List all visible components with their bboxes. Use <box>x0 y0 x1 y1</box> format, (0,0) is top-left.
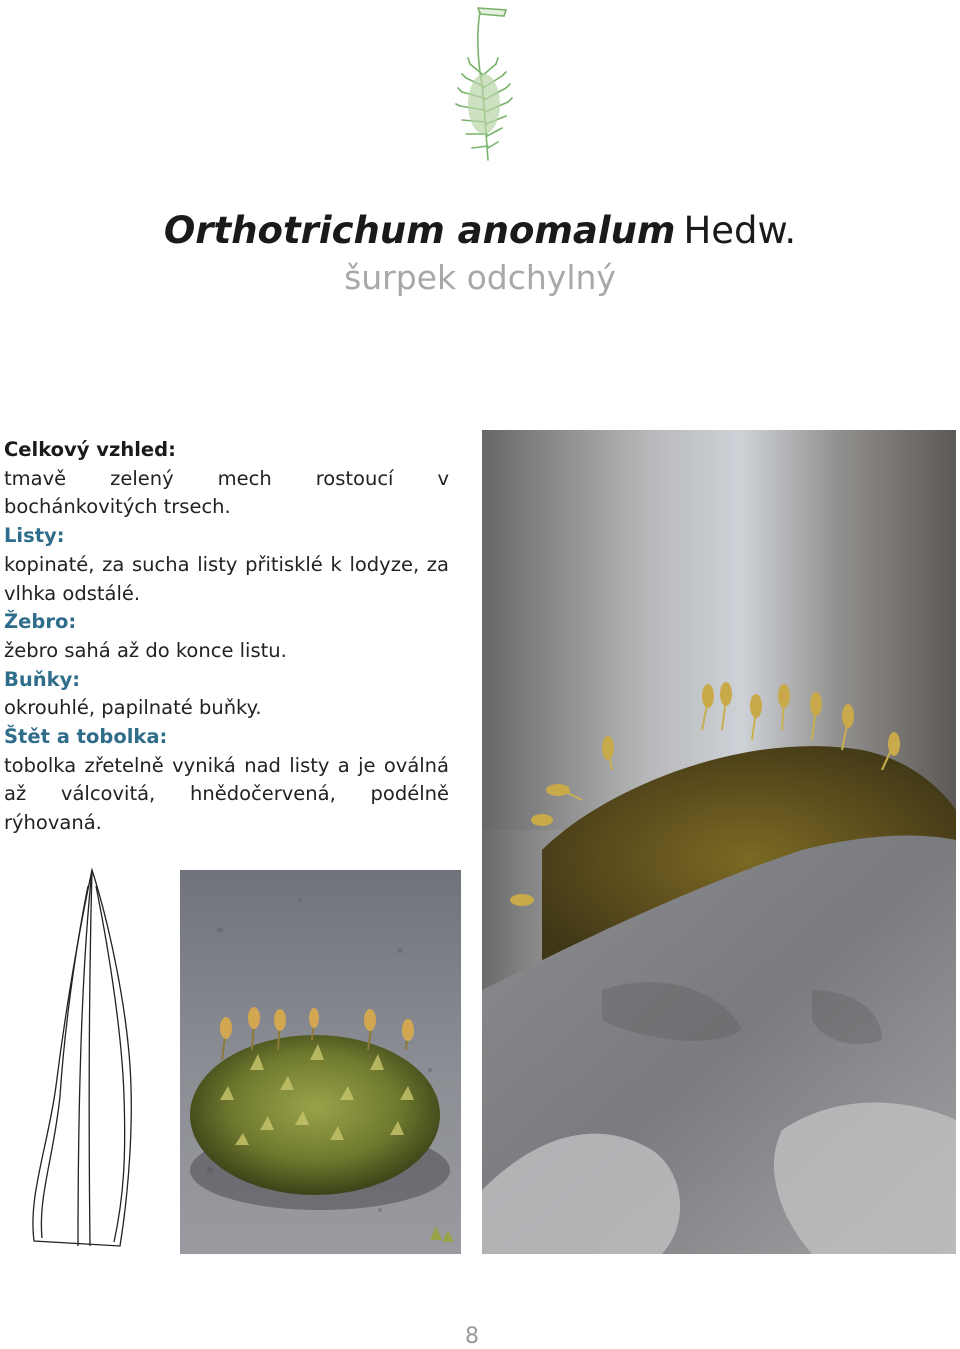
species-title <box>0 208 960 254</box>
section-cells <box>4 666 449 723</box>
section-text: okrouhlé, papilnaté buňky. <box>4 696 262 720</box>
page-number: 8 <box>465 1324 479 1349</box>
moss-logo-icon <box>440 4 520 164</box>
leaf-drawing <box>22 866 142 1256</box>
section-heading: Celkový vzhled: <box>4 438 176 461</box>
moss-on-rock-photo <box>482 430 956 1254</box>
author-abbreviation: Hedw. <box>683 209 797 252</box>
section-leaves <box>4 522 449 608</box>
section-overall <box>4 436 449 522</box>
section-text: tobolka zřetelně vyniká nad listy a je oválná až válcovitá, hnědočervená, podélně rýhovaná. <box>4 753 449 835</box>
section-capsule <box>4 723 449 838</box>
section-text: žebro sahá až do konce listu. <box>4 638 287 662</box>
czech-name: šurpek odchylný <box>344 258 616 297</box>
moss-cushion-photo <box>180 870 461 1254</box>
section-heading: Listy: <box>4 524 65 548</box>
section-text: kopinaté, za sucha listy přitisklé k lodyze, za vlhka odstálé. <box>4 552 449 605</box>
section-heading: Buňky: <box>4 667 81 691</box>
section-costa <box>4 608 449 665</box>
section-heading: Štět a tobolka: <box>4 725 168 749</box>
latin-name: Orthotrichum anomalum <box>163 209 676 252</box>
section-text: tmavě zelený mech rostoucí v bochánkovitých trsech. <box>4 466 449 519</box>
description-block <box>4 436 449 838</box>
section-heading: Žebro: <box>4 610 77 634</box>
